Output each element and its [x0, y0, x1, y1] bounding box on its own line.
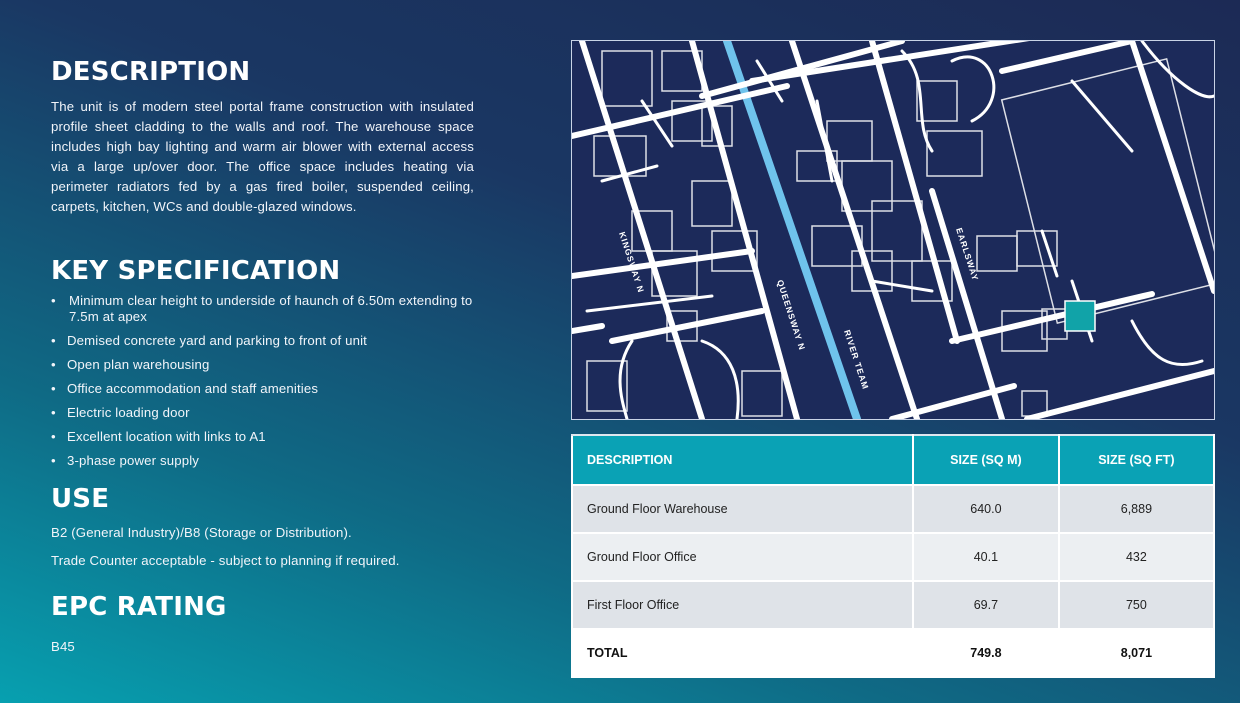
epc-value: B45: [51, 639, 75, 654]
cell-sq-ft: 432: [1059, 533, 1214, 581]
size-table: [571, 434, 1215, 678]
map-label-river: RIVER TEAM: [842, 328, 871, 391]
roads: [572, 41, 1214, 419]
cell-description: Ground Floor Warehouse: [572, 485, 913, 533]
key-specification-heading: KEY SPECIFICATION: [51, 256, 341, 286]
use-line-1: B2 (General Industry)/B8 (Storage or Distribution).: [51, 525, 352, 540]
map-label-queensway: QUEENSWAY N: [775, 278, 808, 352]
cell-description: First Floor Office: [572, 581, 913, 629]
map-label-kingsway: KINGSWAY N: [617, 230, 647, 295]
spec-item: • Electric loading door: [51, 405, 190, 420]
header-sq-ft: SIZE (SQ FT): [1059, 435, 1214, 485]
location-map: [571, 40, 1215, 420]
header-sq-m: SIZE (SQ M): [913, 435, 1059, 485]
map-svg: [572, 41, 1214, 419]
spec-item: • 3-phase power supply: [51, 453, 200, 468]
cell-sq-m: 69.7: [913, 581, 1059, 629]
cell-sq-ft: 6,889: [1059, 485, 1214, 533]
spec-item: • Open plan warehousing: [51, 357, 210, 372]
spec-item: • Minimum clear height to underside of haunch of 6.50m extending to 7.5m at apex: [51, 293, 473, 324]
table-header-row: [572, 435, 1214, 485]
total-sq-m: 749.8: [913, 629, 1059, 677]
use-heading: USE: [51, 484, 110, 514]
spec-item: • Excellent location with links to A1: [51, 429, 266, 444]
table-row: [572, 581, 1214, 629]
cell-sq-ft: 750: [1059, 581, 1214, 629]
table-row: [572, 485, 1214, 533]
description-heading: DESCRIPTION: [51, 57, 251, 87]
map-label-earlsway: EARLSWAY: [954, 226, 981, 283]
cell-sq-m: 640.0: [913, 485, 1059, 533]
site-marker: [1065, 301, 1095, 331]
spec-item: • Demised concrete yard and parking to front of unit: [51, 333, 367, 348]
use-line-2: Trade Counter acceptable - subject to planning if required.: [51, 553, 400, 568]
table-row: [572, 533, 1214, 581]
table-total-row: [572, 629, 1214, 677]
cell-description: Ground Floor Office: [572, 533, 913, 581]
epc-heading: EPC RATING: [51, 592, 227, 622]
header-description: DESCRIPTION: [572, 435, 913, 485]
description-text: The unit is of modern steel portal frame construction with insulated profile sheet cladding to the walls and roof. The warehouse space includes high bay lighting and warm air blower with external access via a large up/over door. The office space includes heating via perimeter radiators fed by a gas fired boiler, suspended ceiling, carpets, kitchen, WCs and double-glazed windows.: [51, 99, 474, 214]
spec-item: • Office accommodation and staff amenities: [51, 381, 319, 396]
total-label: TOTAL: [572, 629, 913, 677]
cell-sq-m: 40.1: [913, 533, 1059, 581]
spec-list: [51, 293, 491, 477]
total-sq-ft: 8,071: [1059, 629, 1214, 677]
